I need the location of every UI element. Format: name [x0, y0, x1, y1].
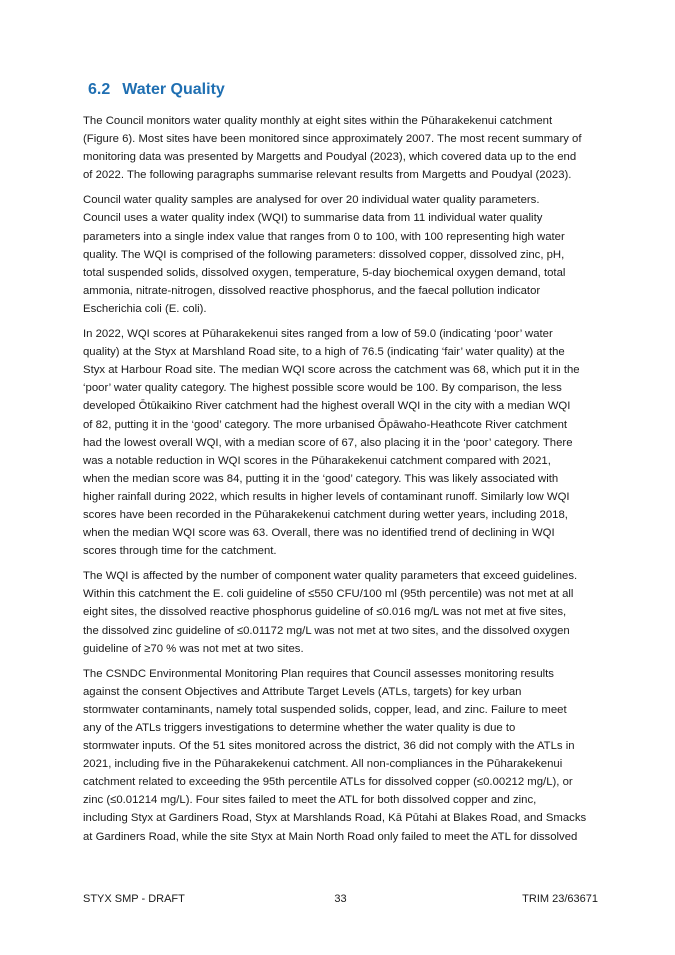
text-line: the dissolved zinc guideline of ≤0.01172 mg/L was not met at two sites, and the dissolved oxygen: [83, 624, 570, 637]
text-line: had the lowest overall WQI, with a median score of 67, also placing it in the ‘poor’ category. There: [83, 436, 573, 449]
page-number: 33: [334, 893, 347, 905]
text-line: stormwater inputs. Of the 51 sites monitored across the district, 36 did not comply with the ATLs in: [83, 740, 575, 753]
text-line: was a notable reduction in WQI scores in the Pūharakekenui catchment compared with 2021,: [83, 454, 551, 467]
page-footer: [83, 893, 598, 909]
text-line: stormwater contaminants, namely total suspended solids, copper, lead, and zinc. Failure to meet: [83, 703, 567, 716]
text-line: (Figure 6). Most sites have been monitored since approximately 2007. The most recent summary of: [83, 133, 582, 146]
paragraph-csndc-monitoring-plan: [83, 665, 598, 846]
body-text: [83, 112, 598, 853]
text-line: catchment related to exceeding the 95th percentile ATLs for dissolved copper (≤0.00212 mg/L), or: [83, 776, 573, 789]
paragraph-guideline-exceedances: [83, 567, 598, 657]
text-line: The Council monitors water quality monthly at eight sites within the Pūharakekenui catchment: [83, 115, 553, 127]
text-line: Styx at Harbour Road site. The median WQI score across the catchment was 68, which put it in the: [83, 364, 580, 377]
text-line: any of the ATLs triggers investigations to determine whether the water quality is due to: [83, 722, 516, 734]
section-title: Water Quality: [122, 81, 225, 98]
text-line: at Gardiners Road, while the site Styx at Main North Road only failed to meet the ATL for dissolved: [83, 830, 578, 843]
text-line: quality. The WQI is comprised of the following parameters: dissolved copper, dissolved zinc, pH,: [83, 248, 565, 261]
text-line: ‘poor’ water quality category. The highest possible score would be 100. By comparison, the less: [83, 382, 562, 395]
text-line: The CSNDC Environmental Monitoring Plan requires that Council assesses monitoring results: [83, 667, 554, 680]
text-line: Council uses a water quality index (WQI) to summarise data from 11 individual water quality: [83, 212, 543, 225]
section-number: 6.2: [88, 81, 111, 98]
text-line: eight sites, the dissolved reactive phosphorus guideline of ≤0.016 mg/L was not met at five sites,: [83, 606, 567, 619]
text-line: scores through time for the catchment.: [83, 545, 277, 558]
text-line: In 2022, WQI scores at Pūharakekenui sites ranged from a low of 59.0 (indicating ‘poor’ water: [83, 328, 553, 341]
text-line: total suspended solids, dissolved oxygen, temperature, 5-day biochemical oxygen demand, total: [83, 266, 566, 279]
footer-document-label: STYX SMP - DRAFT: [83, 893, 185, 905]
text-line: including Styx at Gardiners Road, Styx at Marshlands Road, Kā Pūtahi at Blakes Road, and Smacks: [83, 812, 587, 825]
text-line: Escherichia coli (E. coli).: [83, 302, 207, 315]
paragraph-monitoring-overview: [83, 112, 598, 184]
text-line: The WQI is affected by the number of component water quality parameters that exceed guidelines.: [83, 570, 578, 583]
text-line: scores have been recorded in the Pūharakekenui catchment during wetter years, including 2018,: [83, 508, 568, 521]
text-line: of 82, putting it in the ‘good’ category. The more urbanised Ōpāwaho-Heathcote River catchment: [83, 418, 568, 431]
text-line: higher rainfall during 2022, which results in higher levels of contaminant runoff. Similarly low WQI: [83, 490, 570, 503]
text-line: 2021, including five in the Pūharakekenui catchment. All non-compliances in the Pūharakekenui: [83, 758, 563, 771]
text-line: Council water quality samples are analysed for over 20 individual water quality parameters.: [83, 194, 540, 207]
text-line: quality) at the Styx at Marshland Road site, to a high of 76.5 (indicating ‘fair’ water quality) at the: [83, 346, 565, 359]
text-line: guideline of ≥70 % was not met at two sites.: [83, 642, 304, 655]
text-line: monitoring data was presented by Margetts and Poudyal (2023), which covered data up to the end: [83, 151, 577, 164]
footer-trim-reference: TRIM 23/63671: [522, 893, 598, 905]
text-line: ammonia, nitrate-nitrogen, dissolved reactive phosphorus, and the faecal pollution indicator: [83, 284, 541, 297]
text-line: Within this catchment the E. coli guideline of ≤550 CFU/100 ml (95th percentile) was not met at all: [83, 588, 574, 601]
text-line: parameters into a single index value that ranges from 0 to 100, with 100 representing high water: [83, 230, 565, 243]
paragraph-wqi-scores-2022: [83, 325, 598, 560]
text-line: against the consent Objectives and Attribute Target Levels (ATLs, targets) for key urban: [83, 685, 522, 698]
text-line: developed Ōtūkaikino River catchment had the highest overall WQI in the city with a median WQI: [83, 400, 571, 413]
section-heading: [88, 81, 225, 99]
text-line: zinc (≤0.01214 mg/L). Four sites failed to meet the ATL for both dissolved copper and zinc,: [83, 794, 537, 807]
text-line: of 2022. The following paragraphs summarise relevant results from Margetts and Poudyal (2023).: [83, 169, 572, 182]
text-line: when the median WQI score was 63. Overall, there was no identified trend of declining in WQI: [83, 527, 555, 540]
text-line: when the median score was 84, putting it in the ‘good’ category. This was likely associated with: [83, 472, 559, 485]
paragraph-wqi-parameters: [83, 191, 598, 318]
